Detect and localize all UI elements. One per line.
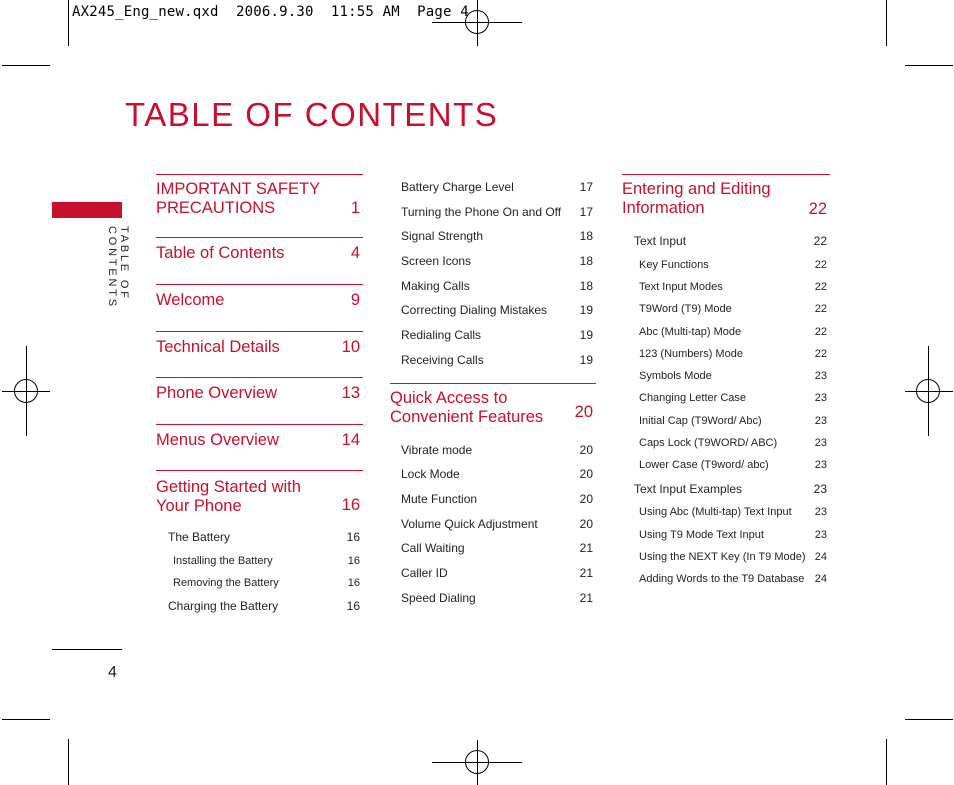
toc-entry-label: Charging the Battery: [168, 599, 279, 614]
toc-entry-page: 22: [814, 280, 827, 293]
toc-entry-page: 23: [814, 528, 827, 541]
toc-entry-page: 17: [579, 204, 593, 219]
toc-section-label: Entering and Editing Information: [622, 180, 771, 217]
toc-entry-page: 20: [579, 467, 593, 482]
toc-entry-label: Installing the Battery: [173, 554, 273, 567]
toc-entry-page: 23: [814, 392, 827, 405]
toc-entry[interactable]: [390, 512, 596, 537]
toc-entry-page: 16: [347, 554, 360, 567]
toc-entry-label: Removing the Battery: [173, 576, 279, 589]
toc-entry-label: Key Functions: [639, 258, 709, 271]
toc-entry-label: Abc (Multi-tap) Mode: [639, 325, 742, 338]
toc-entry[interactable]: [390, 348, 596, 373]
toc-entry[interactable]: [622, 410, 830, 432]
toc-entry-label: Correcting Dialing Mistakes: [401, 303, 548, 318]
toc-section[interactable]: [622, 174, 830, 229]
toc-entry-label: Screen Icons: [401, 254, 472, 269]
page-title: TABLE OF CONTENTS: [125, 96, 499, 133]
toc-section-page: 22: [808, 200, 827, 218]
toc-section-label: Welcome: [156, 291, 225, 309]
toc-entry-label: 123 (Numbers) Mode: [639, 347, 743, 360]
toc-entry-page: 20: [579, 516, 593, 531]
toc-section-page: 16: [341, 496, 360, 514]
toc-entry[interactable]: [622, 229, 830, 254]
toc-column-3: [622, 174, 830, 591]
toc-entry-label: Text Input Examples: [634, 481, 743, 496]
toc-entry-label: Adding Words to the T9 Database: [639, 573, 805, 586]
toc-entry-page: 23: [813, 481, 827, 496]
toc-entry-label: Signal Strength: [401, 229, 484, 244]
toc-column-2: [390, 175, 596, 610]
toc-entry-label: Battery Charge Level: [401, 180, 514, 194]
toc-entry-label: The Battery: [168, 530, 231, 544]
crop-mark: [2, 719, 50, 720]
toc-section-label: Table of Contents: [156, 244, 285, 262]
toc-column-1: [156, 174, 363, 619]
toc-entry-page: 20: [579, 442, 593, 457]
toc-section-page: 4: [350, 244, 360, 262]
toc-section-page: 14: [341, 431, 360, 449]
crop-mark: [886, 0, 887, 46]
toc-entry-page: 21: [579, 541, 593, 556]
toc-section[interactable]: [156, 237, 363, 284]
toc-entry-page: 23: [814, 437, 827, 450]
toc-entry[interactable]: [622, 454, 830, 476]
toc-section[interactable]: [156, 377, 363, 424]
toc-entry-page: 22: [814, 303, 827, 316]
crop-mark: [68, 0, 69, 46]
registration-mark-icon: [465, 750, 489, 774]
toc-entry-list: [390, 438, 596, 611]
toc-section-page: 1: [350, 199, 360, 217]
crop-mark: [905, 65, 953, 66]
toc-entry-page: 24: [814, 573, 827, 586]
toc-entry-page: 16: [346, 599, 360, 614]
crop-mark: [68, 739, 69, 785]
toc-entry-page: 20: [579, 491, 593, 506]
toc-entry[interactable]: [390, 536, 596, 561]
toc-section[interactable]: [156, 470, 363, 525]
toc-entry-page: 16: [347, 576, 360, 589]
toc-entry-list: [622, 229, 830, 591]
toc-entry[interactable]: [390, 487, 596, 512]
toc-entry-page: 22: [814, 347, 827, 360]
toc-entry-page: 19: [579, 352, 593, 367]
toc-entry-page: 22: [814, 325, 827, 338]
toc-entry-label: Using Abc (Multi-tap) Text Input: [639, 506, 792, 519]
toc-entry-page: 18: [579, 254, 593, 269]
crop-mark: [2, 65, 50, 66]
toc-section[interactable]: [156, 424, 363, 470]
toc-entry-label: Text Input Modes: [639, 280, 723, 293]
toc-entry-page: 23: [814, 414, 827, 427]
toc-entry-label: Redialing Calls: [401, 328, 482, 343]
toc-entry-label: Call Waiting: [401, 541, 465, 556]
toc-entry-page: 23: [814, 459, 827, 472]
print-slug: AX245_Eng_new.qxd 2006.9.30 11:55 AM Page 4: [72, 4, 469, 20]
toc-entry-label: Mute Function: [401, 491, 478, 506]
toc-section[interactable]: [156, 331, 363, 377]
toc-entry-label: Symbols Mode: [639, 370, 712, 383]
toc-entry-list: [390, 175, 596, 373]
toc-entry-label: Lower Case (T9word/ abc): [639, 459, 769, 472]
toc-entry[interactable]: [390, 249, 596, 274]
crop-mark: [905, 719, 953, 720]
toc-entry-page: 16: [346, 530, 360, 544]
toc-entry[interactable]: [622, 501, 830, 523]
toc-entry-page: 17: [579, 180, 593, 194]
toc-entry-label: Text Input: [634, 234, 687, 248]
toc-section-page: 20: [574, 402, 593, 421]
registration-mark-icon: [14, 379, 38, 403]
crop-mark: [886, 739, 887, 785]
toc-entry[interactable]: [156, 572, 363, 594]
toc-entry[interactable]: [156, 594, 363, 619]
toc-section-label: Technical Details: [156, 338, 280, 356]
toc-entry-label: Speed Dialing: [401, 590, 476, 605]
toc-section-label: Quick Access to Convenient Features: [390, 388, 544, 426]
toc-entry-label: Volume Quick Adjustment: [401, 516, 538, 531]
toc-entry-page: 19: [579, 303, 593, 318]
toc-entry-page: 23: [814, 370, 827, 383]
toc-entry-page: 18: [579, 278, 593, 293]
toc-entry[interactable]: [622, 546, 830, 568]
toc-entry[interactable]: [622, 321, 830, 343]
toc-entry[interactable]: [390, 175, 596, 200]
registration-mark-icon: [916, 379, 940, 403]
footer-rule: [52, 649, 122, 650]
toc-entry-page: 19: [579, 328, 593, 343]
toc-section-page: 10: [341, 338, 360, 356]
toc-entry-label: Using the NEXT Key (In T9 Mode): [639, 550, 806, 563]
toc-section-page: 13: [341, 384, 360, 402]
toc-entry[interactable]: [390, 586, 596, 611]
toc-entry-label: Using T9 Mode Text Input: [639, 528, 764, 541]
toc-entry-page: 24: [814, 550, 827, 563]
toc-entry-page: 21: [579, 565, 593, 580]
toc-entry-label: Caps Lock (T9WORD/ ABC): [639, 437, 778, 450]
toc-entry-label: Receiving Calls: [401, 352, 484, 367]
toc-entry[interactable]: [390, 438, 596, 463]
toc-entry[interactable]: [390, 224, 596, 249]
toc-entry[interactable]: [622, 298, 830, 320]
toc-entry[interactable]: [622, 254, 830, 276]
toc-entry[interactable]: [622, 343, 830, 365]
toc-entry[interactable]: [156, 525, 363, 550]
toc-entry[interactable]: [622, 432, 830, 454]
toc-section[interactable]: [156, 284, 363, 331]
registration-mark-icon: [465, 10, 489, 34]
toc-entry-page: 22: [814, 258, 827, 271]
toc-entry-page: 23: [814, 506, 827, 519]
toc-section-label: Menus Overview: [156, 431, 279, 449]
toc-entry-label: T9Word (T9) Mode: [639, 303, 732, 316]
side-tab-label: TABLE OF CONTENTS: [106, 226, 130, 309]
page-number: 4: [108, 664, 117, 681]
toc-entry[interactable]: [390, 274, 596, 299]
toc-entry[interactable]: [622, 276, 830, 298]
toc-entry-label: Turning the Phone On and Off: [401, 204, 562, 219]
toc-entry-page: 22: [813, 234, 827, 248]
toc-section[interactable]: [390, 383, 596, 438]
toc-entry[interactable]: [390, 462, 596, 487]
toc-entry-label: Lock Mode: [401, 467, 460, 482]
side-tab-marker: [52, 202, 122, 218]
toc-entry[interactable]: [622, 568, 830, 590]
toc-entry[interactable]: [156, 550, 363, 572]
toc-section-label: IMPORTANT SAFETY PRECAUTIONS: [156, 180, 320, 217]
toc-entry-label: Vibrate mode: [401, 442, 473, 457]
toc-entry[interactable]: [390, 200, 596, 225]
toc-entry[interactable]: [622, 387, 830, 409]
toc-entry-label: Making Calls: [401, 278, 470, 293]
toc-section-label: Getting Started with Your Phone: [156, 478, 301, 515]
toc-entry-label: Caller ID: [401, 565, 448, 580]
toc-entry[interactable]: [622, 524, 830, 546]
toc-entry[interactable]: [622, 365, 830, 387]
toc-entry-label: Changing Letter Case: [639, 392, 747, 405]
toc-entry[interactable]: [390, 323, 596, 348]
toc-entry-page: 18: [579, 229, 593, 244]
toc-entry-label: Initial Cap (T9Word/ Abc): [639, 414, 762, 427]
toc-entry[interactable]: [390, 298, 596, 323]
toc-section-page: 9: [350, 291, 360, 309]
toc-section[interactable]: [156, 174, 363, 237]
toc-section-label: Phone Overview: [156, 384, 278, 402]
toc-entry[interactable]: [622, 477, 830, 502]
toc-entry-page: 21: [579, 590, 593, 605]
toc-entry[interactable]: [390, 561, 596, 586]
